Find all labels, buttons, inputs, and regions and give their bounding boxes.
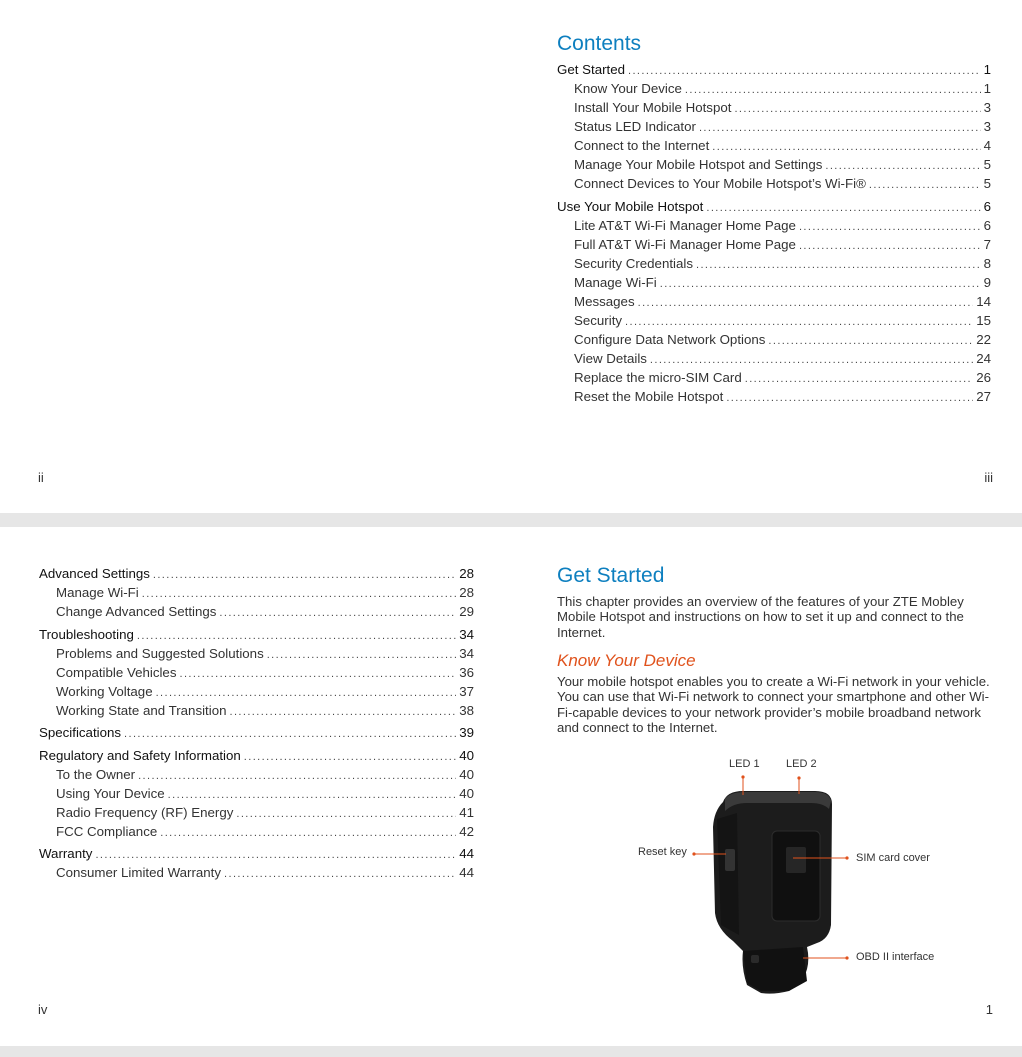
chapter-intro: This chapter provides an overview of the features of your ZTE Mobley Mobile Hotspot and instructions on how to set it up and connect to the Internet. — [557, 594, 964, 640]
callout-obd-interface: OBD II interface — [856, 951, 935, 963]
toc-dot-leader — [124, 725, 456, 744]
toc-entry-page: 36 — [459, 664, 474, 680]
toc-subsection-entry[interactable] — [557, 292, 991, 311]
toc-dot-leader — [224, 865, 456, 884]
toc-section-entry[interactable] — [557, 197, 991, 216]
toc-subsection-entry[interactable] — [39, 784, 474, 803]
toc-dot-leader — [699, 119, 981, 138]
toc-entry-title: View Details — [574, 350, 647, 366]
toc-subsection-entry[interactable] — [557, 235, 991, 254]
page-number: iv — [38, 1002, 48, 1017]
toc-subsection-entry[interactable] — [557, 273, 991, 292]
toc-entry-title: Working Voltage — [56, 683, 153, 699]
toc-entry-page: 39 — [459, 725, 474, 740]
toc-dot-leader — [799, 218, 981, 237]
toc-entry-page: 6 — [983, 217, 991, 233]
toc-entry-title: Problems and Suggested Solutions — [56, 645, 264, 661]
spread-bottom — [0, 527, 1022, 1046]
toc-entry-title: Install Your Mobile Hotspot — [574, 100, 732, 115]
toc-section-entry[interactable] — [557, 60, 991, 79]
toc-dot-leader — [734, 100, 980, 119]
toc-entry-page: 8 — [983, 255, 991, 271]
toc-dot-leader — [267, 646, 456, 665]
toc-entry-page: 38 — [459, 702, 474, 718]
toc-subsection-entry[interactable] — [39, 765, 474, 784]
toc-subsection-entry[interactable] — [557, 79, 991, 98]
toc-entry-page: 44 — [459, 846, 474, 861]
toc-entry-title: To the Owner — [56, 766, 136, 782]
toc-entry-page: 34 — [459, 645, 474, 661]
toc-entry-title: Specifications — [39, 725, 122, 740]
toc-entry-title: Troubleshooting — [39, 626, 134, 642]
toc-entry-page: 3 — [983, 119, 991, 134]
page-iii — [511, 0, 1022, 513]
toc-entry-page: 3 — [983, 100, 991, 115]
toc-entry-page: 22 — [976, 331, 991, 347]
toc-entry-title: Connect Devices to Your Mobile Hotspot’s Wi-Fi® — [574, 176, 866, 191]
toc-dot-leader — [179, 665, 456, 684]
toc-entry-title: Consumer Limited Warranty — [56, 865, 222, 880]
toc-entry-title: Use Your Mobile Hotspot — [557, 198, 704, 214]
toc-entry-title: Know Your Device — [574, 81, 682, 96]
toc-entry-title: Working State and Transition — [56, 702, 227, 718]
spread-top — [0, 0, 1022, 513]
toc-dot-leader — [138, 767, 456, 786]
toc-entry-title: Configure Data Network Options — [574, 331, 766, 347]
toc-subsection-entry[interactable] — [557, 349, 991, 368]
toc-entry-page: 42 — [459, 823, 474, 839]
toc-section-entry[interactable] — [39, 723, 474, 742]
toc-dot-leader — [745, 370, 973, 389]
toc-entry-title: Security Credentials — [574, 255, 693, 271]
page-number: iii — [984, 470, 993, 485]
toc-dot-leader — [660, 275, 981, 294]
toc-entry-title: Regulatory and Safety Information — [39, 747, 241, 763]
toc-entry-title: Warranty — [39, 846, 93, 861]
toc-entry-title: Messages — [574, 293, 635, 309]
toc-section-entry[interactable] — [39, 746, 474, 765]
page-number: 1 — [985, 1002, 993, 1017]
toc-subsection-entry[interactable] — [557, 136, 991, 155]
page-1 — [511, 527, 1022, 1046]
callout-led1: LED 1 — [729, 758, 760, 770]
contents-heading: Contents — [557, 32, 642, 55]
toc-dot-leader — [726, 389, 973, 408]
toc-entry-page: 40 — [459, 785, 474, 801]
toc-entry-page: 1 — [983, 81, 991, 96]
toc-subsection-entry[interactable] — [557, 387, 991, 406]
toc-entry-page: 40 — [459, 747, 474, 763]
table-of-contents-continued — [39, 564, 474, 882]
table-of-contents — [557, 60, 991, 406]
toc-entry-title: Reset the Mobile Hotspot — [574, 388, 724, 404]
toc-dot-leader — [869, 176, 981, 195]
toc-subsection-entry[interactable] — [39, 663, 474, 682]
toc-entry-page: 14 — [976, 293, 991, 309]
toc-entry-page: 41 — [459, 804, 474, 820]
toc-subsection-entry[interactable] — [39, 803, 474, 822]
toc-subsection-entry[interactable] — [557, 330, 991, 349]
toc-entry-page: 6 — [983, 198, 991, 214]
toc-subsection-entry[interactable] — [557, 98, 991, 117]
toc-subsection-entry[interactable] — [557, 174, 991, 193]
toc-dot-leader — [230, 703, 457, 722]
toc-entry-page: 29 — [459, 604, 474, 619]
page-ii — [0, 0, 511, 513]
know-your-device-heading: Know Your Device — [557, 651, 696, 670]
toc-entry-title: Using Your Device — [56, 785, 165, 801]
toc-entry-title: Radio Frequency (RF) Energy — [56, 804, 234, 820]
toc-entry-page: 37 — [459, 683, 474, 699]
toc-entry-page: 28 — [459, 585, 474, 600]
toc-subsection-entry[interactable] — [557, 254, 991, 273]
toc-section-entry[interactable] — [39, 625, 474, 644]
toc-entry-page: 15 — [976, 312, 991, 328]
toc-entry-page: 34 — [459, 626, 474, 642]
toc-entry-title: Lite AT&T Wi-Fi Manager Home Page — [574, 217, 796, 233]
toc-entry-page: 24 — [976, 350, 991, 366]
toc-entry-page: 44 — [459, 865, 474, 880]
toc-subsection-entry[interactable] — [557, 368, 991, 387]
toc-subsection-entry[interactable] — [557, 117, 991, 136]
toc-subsection-entry[interactable] — [557, 216, 991, 235]
toc-entry-page: 5 — [983, 176, 991, 191]
toc-subsection-entry[interactable] — [39, 863, 474, 882]
toc-dot-leader — [638, 294, 974, 313]
toc-entry-page: 5 — [983, 157, 991, 172]
toc-entry-title: Manage Wi-Fi — [574, 274, 657, 290]
toc-entry-page: 26 — [976, 369, 991, 385]
device-figure — [511, 527, 1022, 1046]
toc-subsection-entry[interactable] — [39, 602, 474, 621]
toc-entry-page: 27 — [976, 388, 991, 404]
toc-entry-title: Change Advanced Settings — [56, 604, 217, 619]
toc-entry-title: Manage Your Mobile Hotspot and Settings — [574, 157, 823, 172]
toc-dot-leader — [696, 256, 981, 275]
toc-entry-title: Advanced Settings — [39, 566, 150, 581]
toc-entry-page: 9 — [983, 274, 991, 290]
toc-entry-page: 7 — [983, 236, 991, 252]
toc-subsection-entry[interactable] — [39, 583, 474, 602]
toc-subsection-entry[interactable] — [39, 822, 474, 841]
toc-dot-leader — [160, 824, 456, 843]
toc-dot-leader — [244, 748, 456, 767]
toc-entry-page: 28 — [459, 566, 474, 581]
toc-entry-page: 4 — [983, 138, 991, 153]
toc-entry-title: Manage Wi-Fi — [56, 585, 139, 600]
toc-dot-leader — [219, 604, 456, 623]
callout-reset-key: Reset key — [638, 846, 687, 858]
toc-entry-title: Connect to the Internet — [574, 138, 710, 153]
toc-entry-title: Status LED Indicator — [574, 119, 696, 134]
toc-entry-title: FCC Compliance — [56, 823, 158, 839]
toc-entry-page: 1 — [983, 62, 991, 77]
toc-entry-title: Get Started — [557, 62, 625, 77]
toc-section-entry[interactable] — [39, 564, 474, 583]
toc-section-entry[interactable] — [39, 844, 474, 863]
page-number: ii — [38, 470, 44, 485]
toc-entry-title: Compatible Vehicles — [56, 664, 177, 680]
toc-dot-leader — [236, 805, 456, 824]
toc-dot-leader — [799, 237, 981, 256]
toc-entry-title: Security — [574, 312, 623, 328]
get-started-heading: Get Started — [557, 564, 665, 587]
toc-subsection-entry[interactable] — [557, 311, 991, 330]
toc-subsection-entry[interactable] — [39, 644, 474, 663]
toc-dot-leader — [153, 566, 456, 585]
toc-dot-leader — [768, 332, 973, 351]
toc-entry-title: Replace the micro-SIM Card — [574, 369, 742, 385]
callout-led2: LED 2 — [786, 758, 817, 770]
device-illustration — [511, 527, 1022, 1046]
toc-subsection-entry[interactable] — [39, 701, 474, 720]
callout-sim-card-cover: SIM card cover — [856, 852, 930, 864]
toc-subsection-entry[interactable] — [39, 682, 474, 701]
page-iv — [0, 527, 511, 1046]
toc-entry-title: Full AT&T Wi-Fi Manager Home Page — [574, 236, 796, 252]
toc-entry-page: 40 — [459, 766, 474, 782]
toc-subsection-entry[interactable] — [557, 155, 991, 174]
know-your-device-text: Your mobile hotspot enables you to create a Wi-Fi network in your vehicle. You can use that Wi-Fi network to connect your smartphone and other Wi-Fi-capable devices to your network provider’s mobile broadband network and connect to the Internet. — [557, 674, 990, 736]
